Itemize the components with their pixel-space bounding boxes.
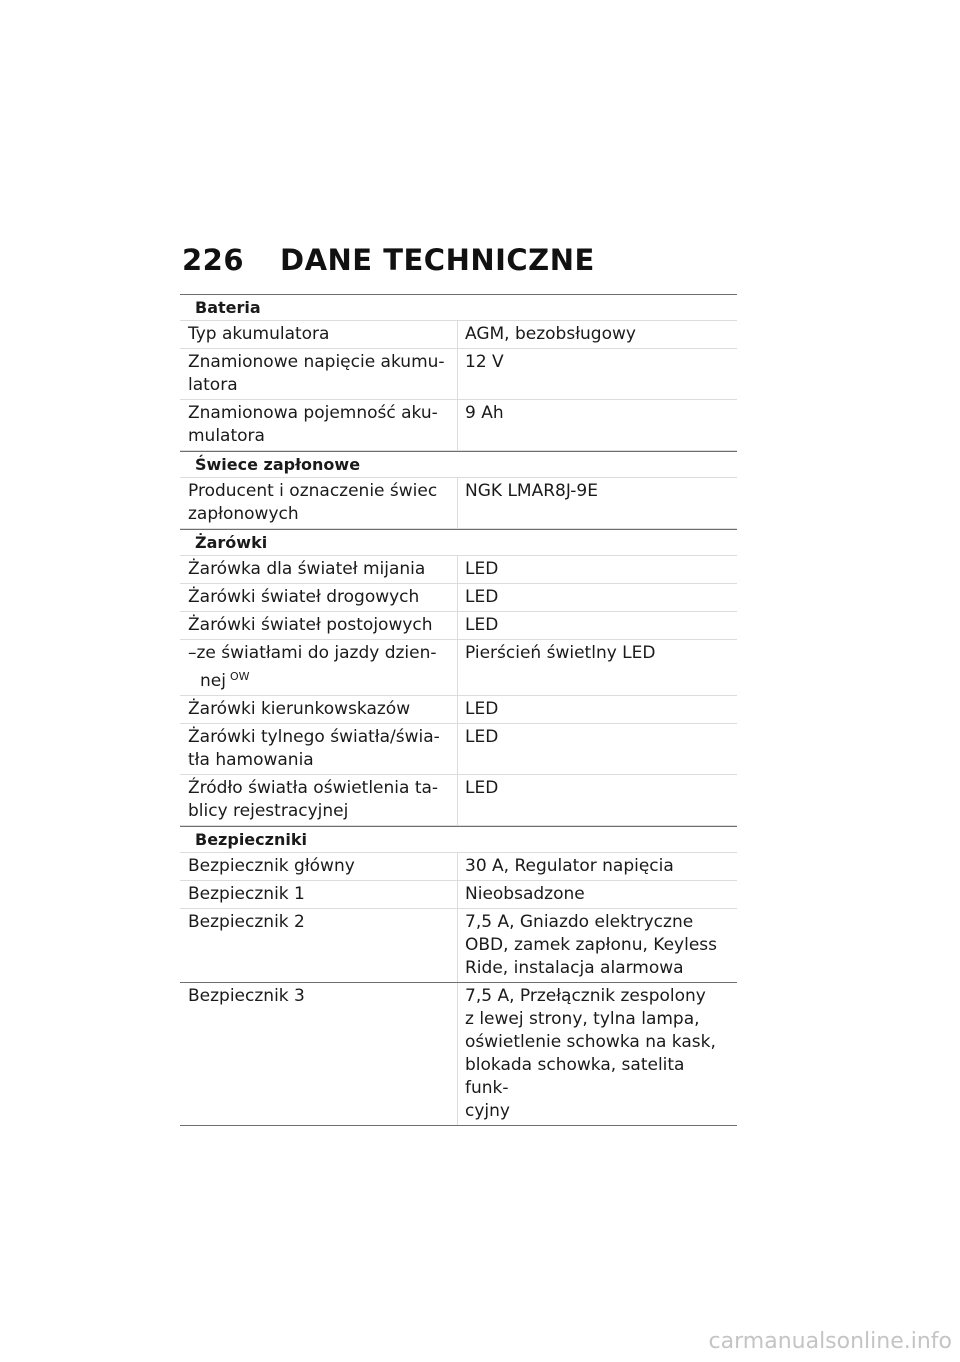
table-row (180, 400, 737, 451)
row-label: Bezpiecznik główny (180, 853, 458, 880)
page-header (182, 243, 595, 277)
row-value: Pierścień świetlny LED (465, 643, 656, 663)
section-title-battery: Bateria (180, 294, 737, 321)
row-value: 12 V (465, 352, 504, 372)
table-row (180, 853, 737, 881)
section-title-fuses: Bezpieczniki (180, 826, 737, 853)
row-label: Źródło światła oświetlenia ta- blicy rejestracyjnej (180, 775, 458, 825)
row-label: Typ akumulatora (180, 321, 458, 348)
page-number: 226 (182, 243, 245, 277)
table-row (180, 478, 737, 529)
row-value: Nieobsadzone (465, 884, 585, 904)
row-label: Bezpiecznik 3 (180, 983, 458, 1125)
table-row (180, 909, 737, 983)
row-value: 9 Ah (465, 403, 504, 423)
row-value: LED (465, 587, 499, 607)
row-value: LED (465, 727, 499, 747)
row-label: Znamionowa pojemność aku- mulatora (180, 400, 458, 450)
row-value: 7,5 A, Gniazdo elektryczne OBD, zamek zapłonu, Keyless Ride, instalacja alarmowa (465, 912, 717, 978)
row-label-sub (180, 640, 458, 695)
table-row (180, 696, 737, 724)
row-label: –ze światłami do jazdy dzien-nej (188, 643, 437, 691)
table-row (180, 724, 737, 775)
row-label: Żarówki kierunkowskazów (180, 696, 458, 723)
row-label: Żarówki tylnego światła/świa- tła hamowania (180, 724, 458, 774)
row-value: 7,5 A, Przełącznik zespolony z lewej strony, tylna lampa, oświetlenie schowka na kask, blokada schowka, satelita funk- cyjny (465, 986, 716, 1121)
section-title-spark-plugs: Świece zapłonowe (180, 451, 737, 478)
table-row (180, 584, 737, 612)
row-value: AGM, bezobsługowy (465, 324, 636, 344)
row-label: Znamionowe napięcie akumu- latora (180, 349, 458, 399)
row-value: LED (465, 559, 499, 579)
table-row (180, 349, 737, 400)
watermark-text: carmanualsonline.info (708, 1329, 952, 1354)
table-row (180, 321, 737, 349)
row-value: 30 A, Regulator napięcia (465, 856, 674, 876)
spec-table (180, 294, 737, 1126)
table-row (180, 612, 737, 640)
table-row (180, 640, 737, 696)
row-label: Żarówki świateł postojowych (180, 612, 458, 639)
row-label: Producent i oznaczenie świec zapłonowych (180, 478, 458, 528)
row-value: NGK LMAR8J-9E (465, 481, 598, 501)
row-label: Żarówki świateł drogowych (180, 584, 458, 611)
row-value: LED (465, 699, 499, 719)
section-title-bulbs: Żarówki (180, 529, 737, 556)
option-superscript: OW (229, 670, 250, 683)
table-row (180, 983, 737, 1126)
page-title: DANE TECHNICZNE (280, 243, 595, 277)
table-row (180, 775, 737, 826)
table-row (180, 881, 737, 909)
table-row (180, 556, 737, 584)
row-value: LED (465, 778, 499, 798)
row-label: Bezpiecznik 1 (180, 881, 458, 908)
row-value: LED (465, 615, 499, 635)
row-label: Żarówka dla świateł mijania (180, 556, 458, 583)
row-label: Bezpiecznik 2 (180, 909, 458, 982)
